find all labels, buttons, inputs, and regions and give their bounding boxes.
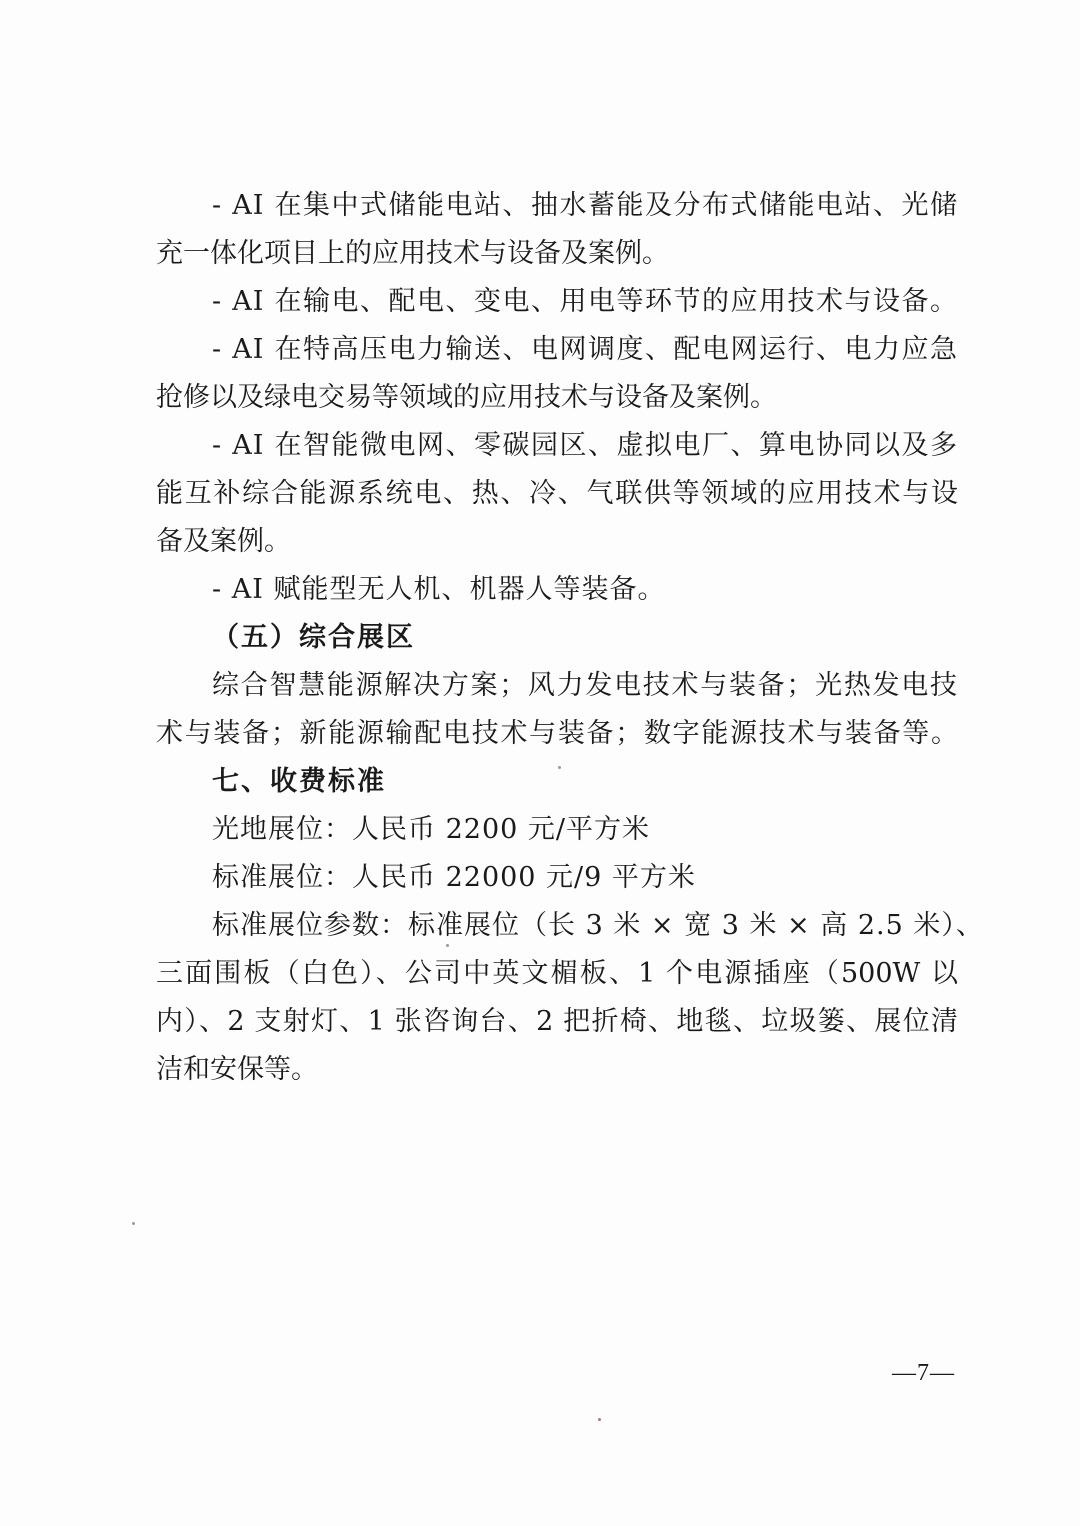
- text-line: 充一体化项目上的应用技术与设备及案例。: [156, 238, 669, 269]
- page-number: —7—: [892, 1360, 955, 1386]
- text-line: - AI 在输电、配电、变电、用电等环节的应用技术与设备。: [212, 286, 958, 317]
- text-line: 综合智慧能源解决方案；风力发电技术与装备；光热发电技: [212, 670, 958, 701]
- scan-speck: [132, 1222, 135, 1225]
- section-heading: 七、收费标准: [212, 766, 386, 797]
- text-line: 标准展位参数：标准展位（长 3 米 × 宽 3 米 × 高 2.5 米）、: [212, 910, 984, 941]
- text-line: 三面围板（白色）、公司中英文楣板、1 个电源插座（500W 以: [156, 958, 958, 989]
- section-heading: （五）综合展区: [212, 622, 415, 653]
- text-line: 备及案例。: [156, 526, 291, 557]
- text-line: - AI 赋能型无人机、机器人等装备。: [212, 574, 666, 605]
- text-line: 内）、2 支射灯、1 张咨询台、2 把折椅、地毯、垃圾篓、展位清: [156, 1006, 958, 1037]
- scan-speck: [558, 766, 561, 769]
- text-line: - AI 在智能微电网、零碳园区、虚拟电厂、算电协同以及多: [212, 430, 958, 461]
- text-line: - AI 在集中式储能电站、抽水蓄能及分布式储能电站、光储: [212, 190, 958, 221]
- scan-speck: [446, 944, 449, 947]
- text-line: 术与装备；新能源输配电技术与装备；数字能源技术与装备等。: [156, 718, 958, 749]
- text-line: 能互补综合能源系统电、热、冷、气联供等领域的应用技术与设: [156, 478, 958, 509]
- text-line: 标准展位：人民币 22000 元/9 平方米: [212, 862, 696, 893]
- text-line: 光地展位：人民币 2200 元/平方米: [212, 814, 650, 845]
- text-line: - AI 在特高压电力输送、电网调度、配电网运行、电力应急: [212, 334, 958, 365]
- scan-speck: [598, 1418, 601, 1421]
- text-line: 抢修以及绿电交易等领域的应用技术与设备及案例。: [156, 382, 777, 413]
- text-line: 洁和安保等。: [156, 1054, 318, 1085]
